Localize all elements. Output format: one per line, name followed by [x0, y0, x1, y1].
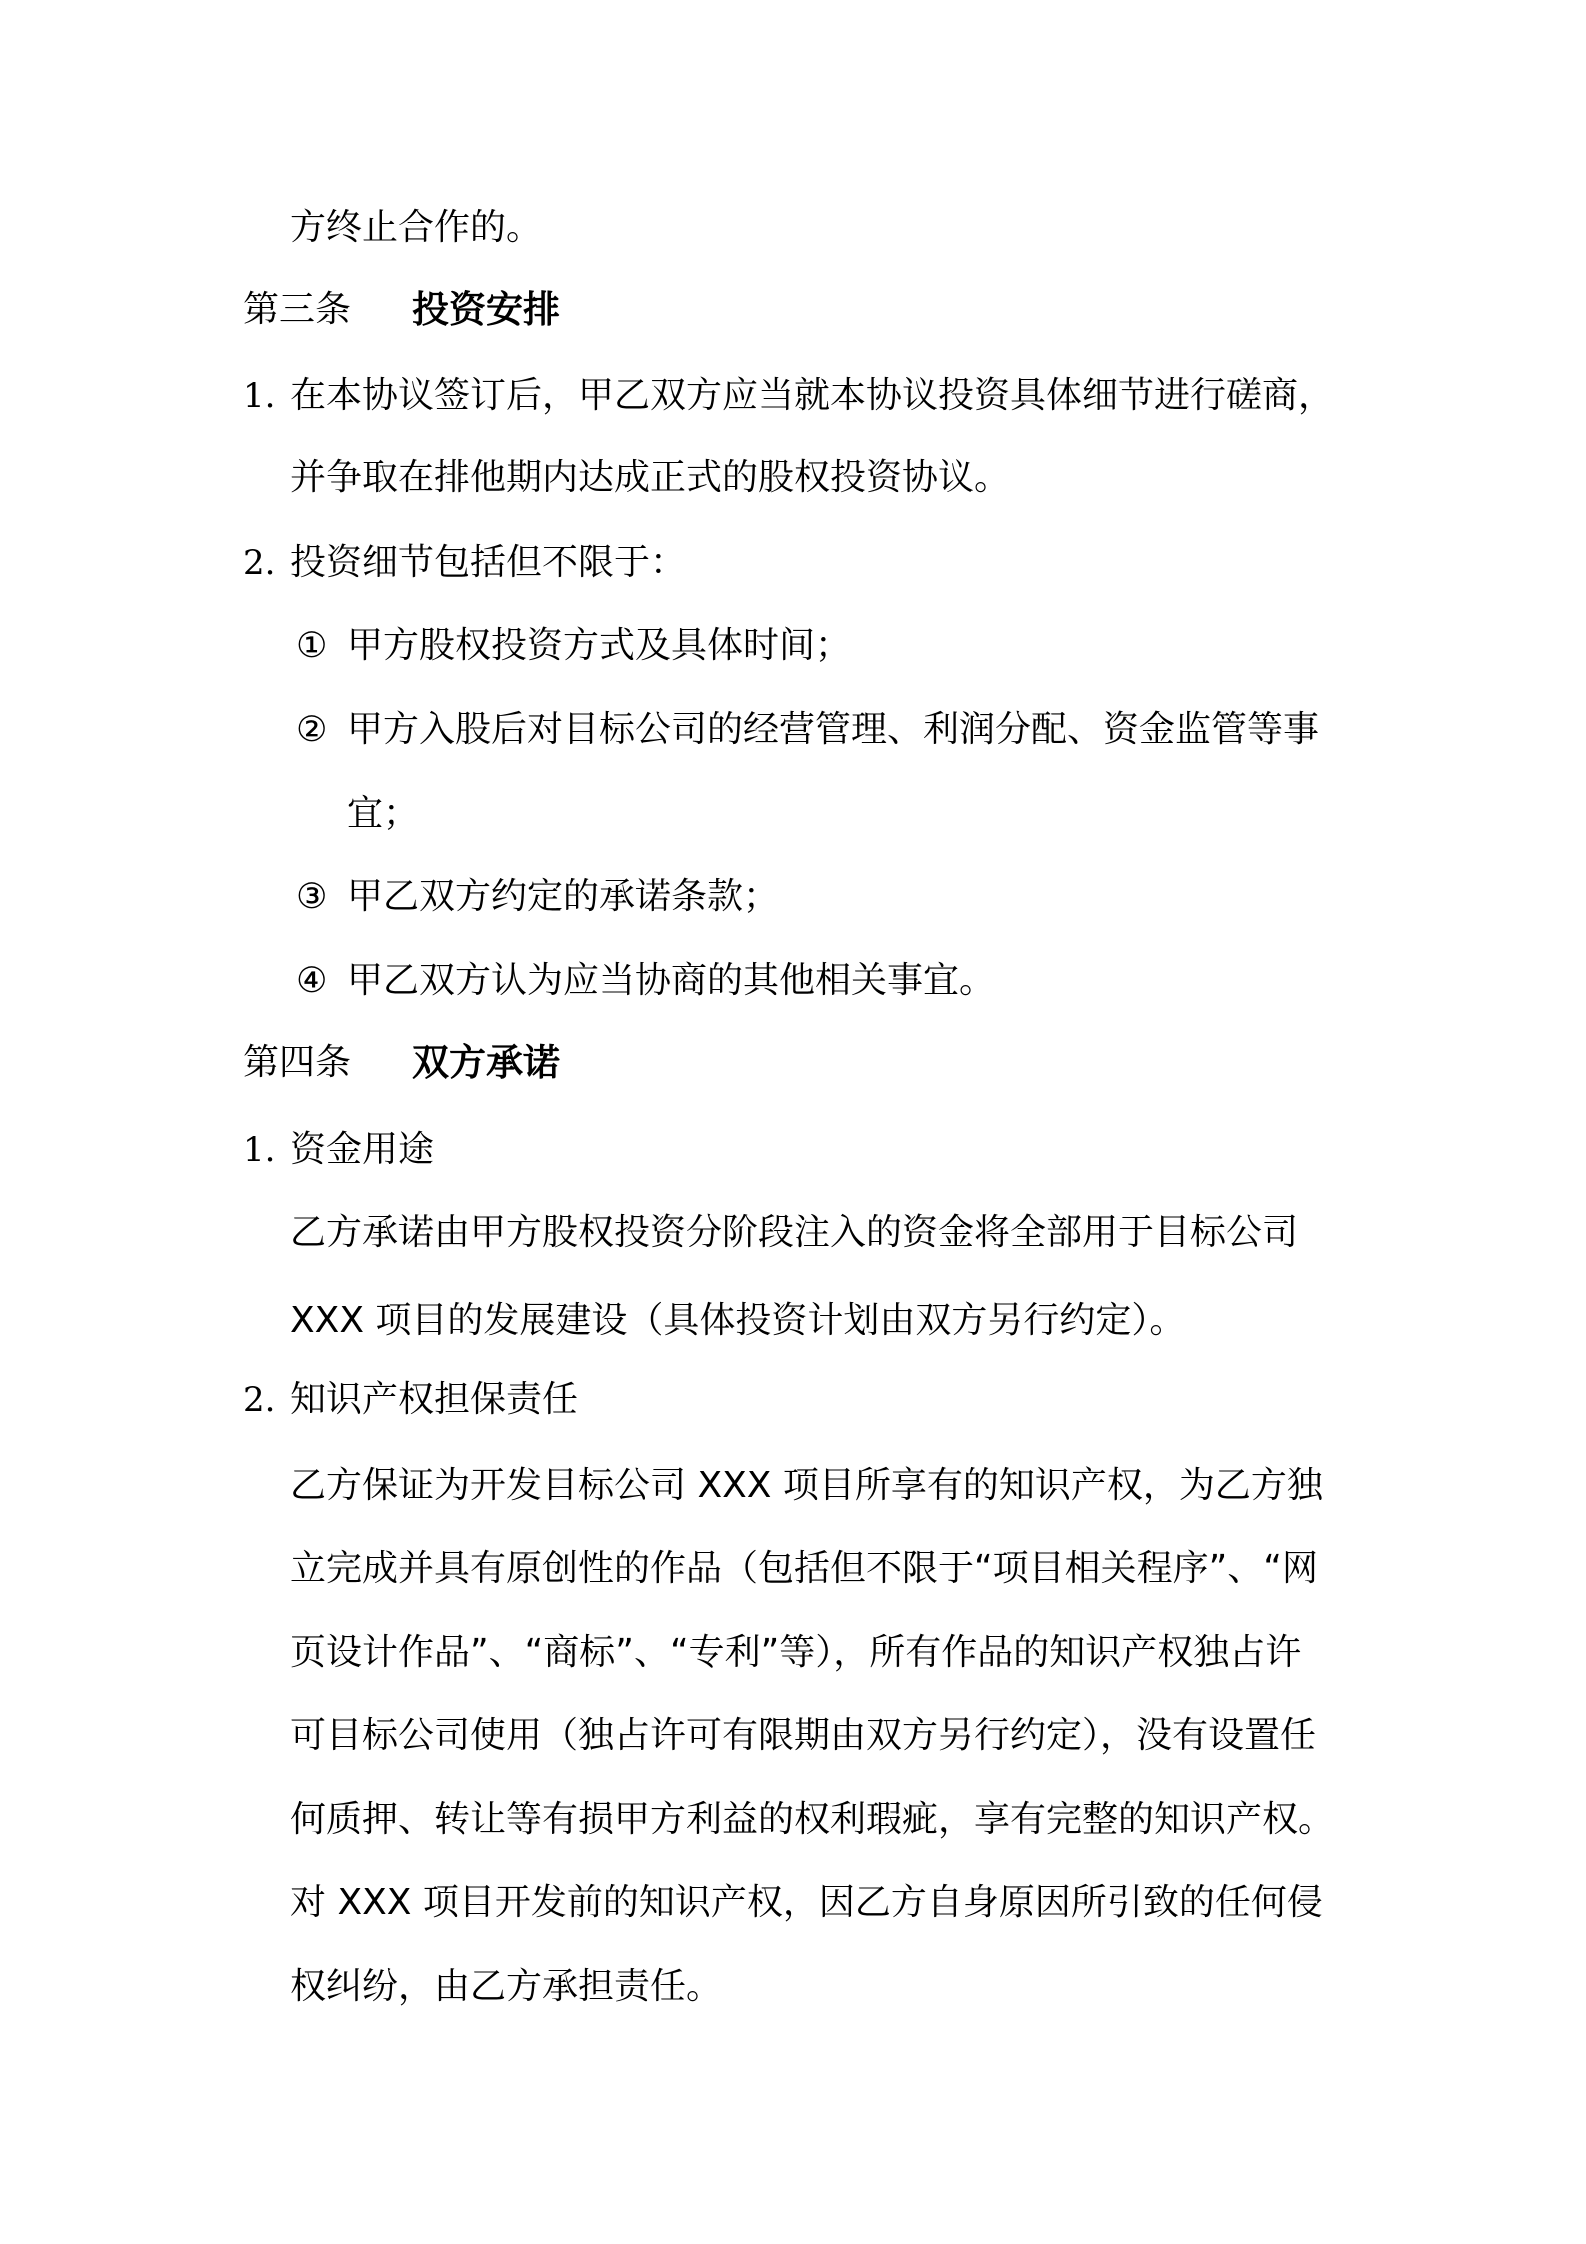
body-text: 乙方承诺由甲方股权投资分阶段注入的资金将全部用于目标公司 — [290, 1212, 1299, 1253]
body-text: 甲乙双方认为应当协商的其他相关事宜。 — [347, 960, 996, 1001]
body-text: 页设计作品”、“商标”、“专利”等），所有作品的知识产权独占许 — [290, 1632, 1302, 1673]
body-text: 甲乙双方约定的承诺条款； — [347, 876, 780, 917]
item-number: 2. — [243, 543, 276, 583]
body-text: 在本协议签订后，甲乙双方应当就本协议投资具体细节进行磋商， — [290, 375, 1335, 416]
body-text: 权纠纷，由乙方承担责任。 — [290, 1966, 723, 2007]
article-number: 第三条 — [243, 289, 352, 330]
circled-number: ① — [296, 626, 328, 666]
item-number: 1. — [243, 376, 276, 416]
body-text: 宜； — [347, 793, 420, 834]
body-text: 乙方保证为开发目标公司 XXX 项目所享有的知识产权，为乙方独 — [290, 1465, 1323, 1506]
body-text: 甲方股权投资方式及具体时间； — [347, 625, 852, 666]
body-text: 对 XXX 项目开发前的知识产权，因乙方自身原因所引致的任何侵 — [290, 1882, 1323, 1923]
body-text: 投资细节包括但不限于： — [290, 542, 687, 583]
body-text: 资金用途 — [290, 1129, 435, 1170]
body-text: XXX 项目的发展建设（具体投资计划由双方另行约定）。 — [290, 1300, 1186, 1341]
circled-number: ③ — [296, 877, 328, 917]
body-text: 并争取在排他期内达成正式的股权投资协议。 — [290, 457, 1011, 498]
article-title: 投资安排 — [412, 288, 560, 331]
body-text: 方终止合作的。 — [290, 207, 543, 248]
item-number: 1. — [243, 1130, 276, 1170]
item-number: 2. — [243, 1380, 276, 1420]
article-title: 双方承诺 — [412, 1041, 560, 1084]
body-text: 甲方入股后对目标公司的经营管理、利润分配、资金监管等事 — [347, 709, 1320, 750]
circled-number: ④ — [296, 961, 328, 1001]
body-text: 可目标公司使用（独占许可有限期由双方另行约定），没有设置任 — [290, 1715, 1317, 1756]
body-text: 知识产权担保责任 — [290, 1379, 579, 1420]
body-text: 立完成并具有原创性的作品（包括但不限于“项目相关程序”、“网 — [290, 1548, 1318, 1589]
article-number: 第四条 — [243, 1042, 352, 1083]
circled-number: ② — [296, 710, 328, 750]
body-text: 何质押、转让等有损甲方利益的权利瑕疵，享有完整的知识产权。 — [290, 1799, 1335, 1840]
